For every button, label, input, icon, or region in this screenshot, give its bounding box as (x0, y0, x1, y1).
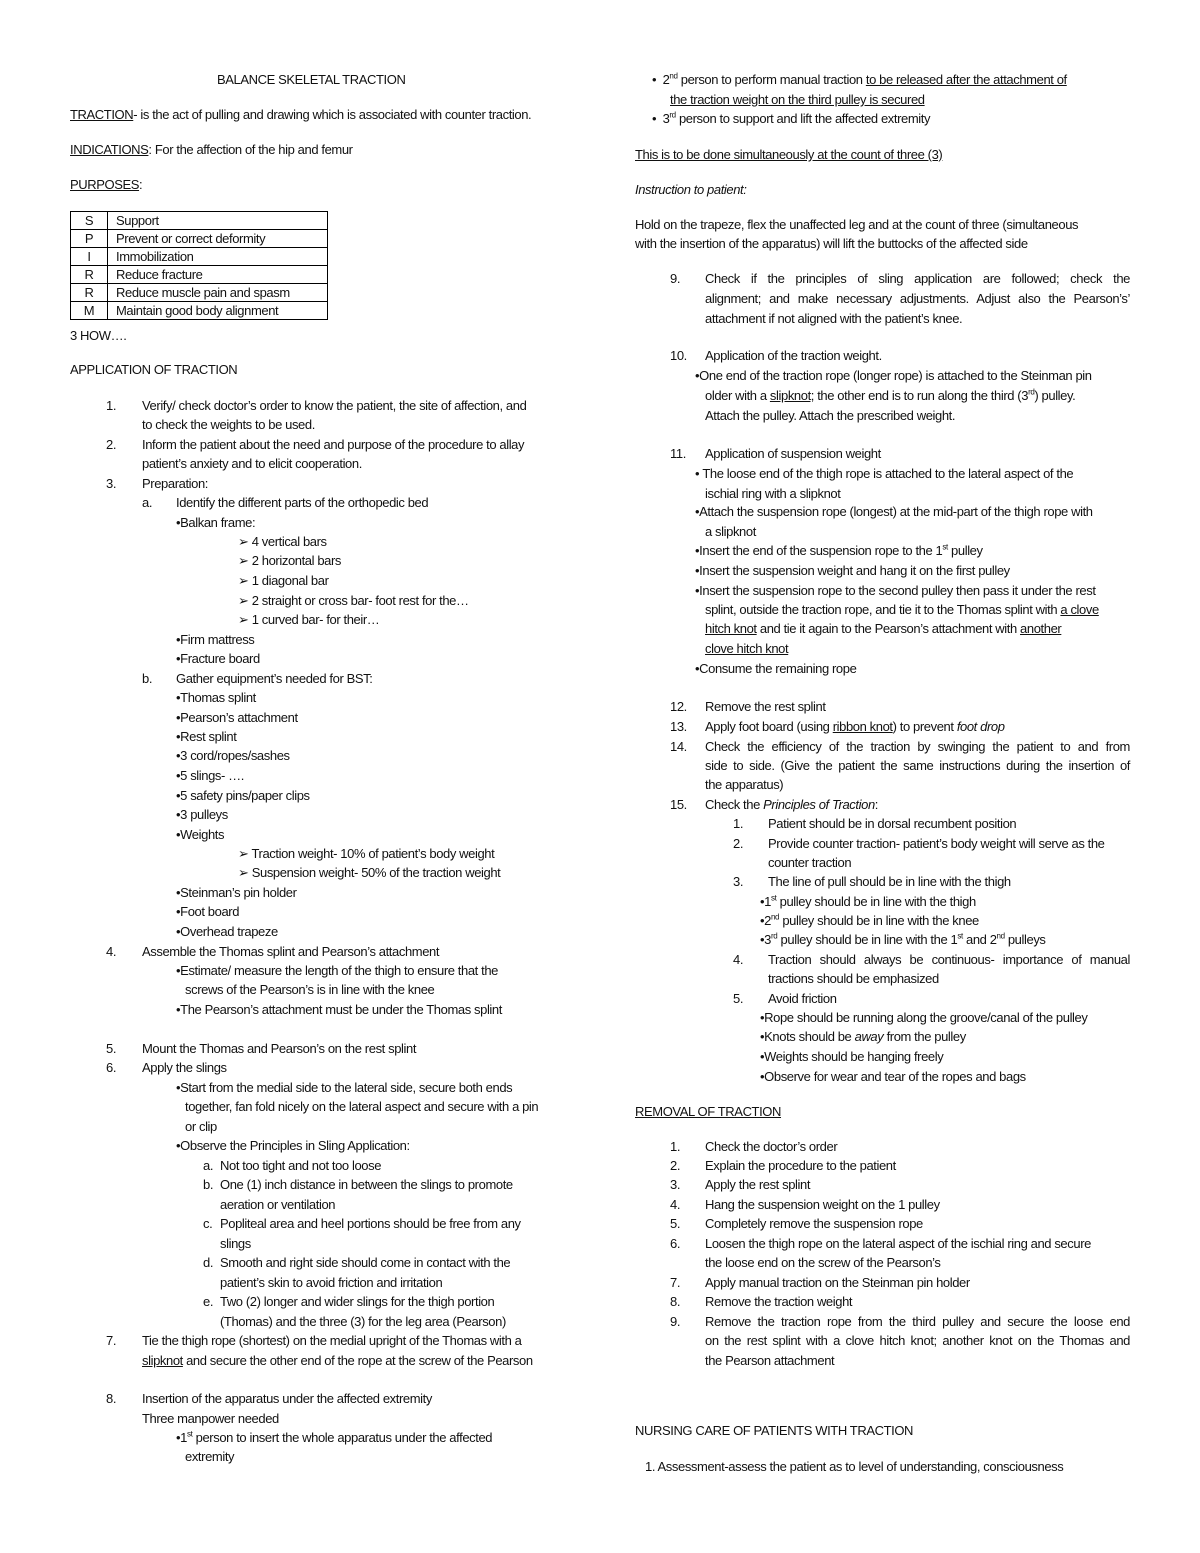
sub-letter: b. (142, 671, 153, 686)
step-text: Mount the Thomas and Pearson’s on the rest splint (142, 1041, 417, 1056)
list-item: •Knots should be away from the pulley (760, 1029, 966, 1044)
step-text: the traction weight on the third pulley is secured (670, 92, 925, 107)
step-number: 12. (670, 699, 687, 714)
step-number: 14. (670, 739, 687, 754)
list-item: • 3rd person to support and lift the affected extremity (652, 110, 931, 126)
step-text: slings (220, 1236, 251, 1251)
bullet-icon: • (760, 913, 765, 928)
step-text: Provide counter traction- patient’s body weight will serve as the (768, 836, 1105, 851)
nursing-item: 1. Assessment-assess the patient as to level of understanding, consciousness (645, 1459, 1064, 1474)
bullet-icon: • (652, 72, 663, 87)
step-number: 4. (106, 944, 117, 959)
bullet-icon: • (695, 368, 700, 383)
list-item: •2nd pulley should be in line with the knee (760, 912, 979, 928)
step-text: Assemble the Thomas splint and Pearson’s attachment (142, 944, 440, 959)
bullet-icon: • (760, 932, 765, 947)
application-heading: APPLICATION OF TRACTION (70, 362, 238, 377)
step-number: 3. (733, 874, 744, 889)
list-item: ➢ 1 diagonal bar (238, 573, 329, 588)
list-item: •Pearson’s attachment (176, 710, 298, 725)
step-text: Remove the traction rope from the third pulley and secure the loose end (705, 1314, 1130, 1329)
bullet-icon: • (176, 788, 181, 803)
bullet-icon: • (176, 807, 181, 822)
bullet-icon: • (176, 827, 181, 842)
how-note: 3 HOW…. (70, 328, 127, 343)
list-item: •1st pulley should be in line with the thigh (760, 893, 976, 909)
list-item: •1st person to insert the whole apparatus under the affected (176, 1429, 493, 1445)
bullet-icon: • (176, 651, 181, 666)
nursing-heading: NURSING CARE OF PATIENTS WITH TRACTION (635, 1423, 914, 1438)
arrow-bullet-icon: ➢ (238, 612, 252, 627)
sub-letter: d. (203, 1255, 214, 1270)
list-item: •3 pulleys (176, 807, 228, 822)
step-number: 8. (106, 1391, 117, 1406)
bullet-icon: • (760, 1049, 765, 1064)
step-text: a slipknot (705, 524, 756, 539)
step-number: 10. (670, 348, 687, 363)
list-item: ➢ 4 vertical bars (238, 534, 327, 549)
list-item: •Balkan frame: (176, 515, 256, 530)
bullet-icon: • (695, 543, 700, 558)
step-number: 2. (106, 437, 117, 452)
step-text: Remove the traction weight (705, 1294, 853, 1309)
step-number: 5. (733, 991, 744, 1006)
step-text: to check the weights to be used. (142, 417, 315, 432)
step-text: Patient should be in dorsal recumbent position (768, 816, 1017, 831)
step-number: 7. (106, 1333, 117, 1348)
step-text: Inform the patient about the need and purpose of the procedure to allay (142, 437, 525, 452)
bullet-icon: • (176, 1080, 181, 1095)
instruction-text: with the insertion of the apparatus) will lift the buttocks of the affected side (635, 236, 1028, 251)
bullet-icon: • (176, 515, 181, 530)
step-text: Explain the procedure to the patient (705, 1158, 896, 1173)
instruction-text: Hold on the trapeze, flex the unaffected leg and at the count of three (simultaneous (635, 217, 1079, 232)
bullet-icon: • (695, 661, 700, 676)
step-text: patient’s skin to avoid friction and irritation (220, 1275, 443, 1290)
step-number: 5. (670, 1216, 681, 1231)
list-item: •3 cord/ropes/sashes (176, 748, 290, 763)
bullet-icon: • (176, 1430, 181, 1445)
bullet-icon: • (695, 583, 700, 598)
step-number: 13. (670, 719, 687, 734)
step-text: Application of suspension weight (705, 446, 881, 461)
bullet-icon: • (176, 904, 181, 919)
bullet-icon: • (176, 729, 181, 744)
list-item: •Insert the suspension weight and hang it on the first pulley (695, 563, 1010, 578)
bullet-icon: • (695, 504, 700, 519)
table-row: R Reduce muscle pain and spasm (71, 284, 328, 302)
step-text: tractions should be emphasized (768, 971, 939, 986)
step-text: One (1) inch distance in between the slings to promote (220, 1177, 513, 1192)
sub-letter: b. (203, 1177, 214, 1192)
bullet-icon: • (760, 894, 765, 909)
arrow-bullet-icon: ➢ (238, 846, 252, 861)
purposes-heading: PURPOSES: (70, 177, 143, 192)
step-text: Loosen the thigh rope on the lateral aspect of the ischial ring and secure (705, 1236, 1091, 1251)
bullet-icon: • (695, 466, 703, 481)
list-item: •Start from the medial side to the lateral side, secure both ends (176, 1080, 513, 1095)
bullet-icon: • (176, 885, 181, 900)
step-text: Apply foot board (using ribbon knot) to prevent foot drop (705, 719, 1005, 734)
step-number: 9. (670, 1314, 681, 1329)
step-number: 6. (670, 1236, 681, 1251)
step-text: Insertion of the apparatus under the affected extremity (142, 1391, 432, 1406)
bullet-icon: • (176, 632, 181, 647)
step-number: 1. (733, 816, 744, 831)
step-text: counter traction (768, 855, 852, 870)
list-item: •Fracture board (176, 651, 260, 666)
indications: INDICATIONS: For the affection of the hip and femur (70, 142, 353, 157)
step-text: Avoid friction (768, 991, 837, 1006)
list-item: ➢ Traction weight- 10% of patient’s body weight (238, 846, 495, 861)
step-text: hitch knot and tie it again to the Pearson’s attachment with another (705, 621, 1062, 636)
step-text: Tie the thigh rope (shortest) on the medial upright of the Thomas with a (142, 1333, 522, 1348)
list-item: •Weights (176, 827, 225, 842)
step-text: Check if the principles of sling application are followed; check the (705, 271, 1130, 286)
arrow-bullet-icon: ➢ (238, 534, 252, 549)
list-item: •Observe the Principles in Sling Application: (176, 1138, 410, 1153)
bullet-icon: • (176, 768, 181, 783)
step-text: clove hitch knot (705, 641, 789, 656)
step-text: (Thomas) and the three (3) for the leg area (Pearson) (220, 1314, 506, 1329)
list-item: •5 slings- …. (176, 768, 244, 783)
step-text: the Pearson attachment (705, 1353, 835, 1368)
step-text: the loose end on the screw of the Pearson’s (705, 1255, 941, 1270)
list-item: •Observe for wear and tear of the ropes and bags (760, 1069, 1026, 1084)
step-text: ischial ring with a slipknot (705, 486, 841, 501)
instruction-heading: Instruction to patient: (635, 182, 747, 197)
step-text: Preparation: (142, 476, 209, 491)
step-text: together, fan fold nicely on the lateral aspect and secure with a pin (185, 1099, 539, 1114)
sub-letter: e. (203, 1294, 214, 1309)
list-item: •Insert the end of the suspension rope to the 1st pulley (695, 542, 983, 558)
simultaneous-note: This is to be done simultaneously at the count of three (3) (635, 147, 943, 162)
list-item: •Firm mattress (176, 632, 255, 647)
list-item: ➢ 1 curved bar- for their… (238, 612, 380, 627)
step-number: 4. (733, 952, 744, 967)
step-text: Popliteal area and heel portions should be free from any (220, 1216, 521, 1231)
table-row: I Immobilization (71, 248, 328, 266)
step-text: slipknot and secure the other end of the rope at the screw of the Pearson (142, 1353, 533, 1368)
bullet-icon: • (176, 710, 181, 725)
step-number: 2. (733, 836, 744, 851)
table-row: P Prevent or correct deformity (71, 230, 328, 248)
step-text: patient’s anxiety and to elicit cooperation. (142, 456, 362, 471)
step-number: 8. (670, 1294, 681, 1309)
list-item: •Overhead trapeze (176, 924, 278, 939)
arrow-bullet-icon: ➢ (238, 865, 252, 880)
list-item: ➢ Suspension weight- 50% of the traction weight (238, 865, 501, 880)
step-text: Application of the traction weight. (705, 348, 882, 363)
table-row: S Support (71, 212, 328, 230)
list-item: •5 safety pins/paper clips (176, 788, 310, 803)
step-text: extremity (185, 1449, 235, 1464)
step-text: Hang the suspension weight on the 1 pulley (705, 1197, 940, 1212)
bullet-icon: • (176, 1002, 181, 1017)
step-number: 4. (670, 1197, 681, 1212)
step-text: Two (2) longer and wider slings for the thigh portion (220, 1294, 495, 1309)
step-text: aeration or ventilation (220, 1197, 336, 1212)
list-item: •Estimate/ measure the length of the thigh to ensure that the (176, 963, 498, 978)
purposes-table (70, 211, 328, 320)
step-number: 6. (106, 1060, 117, 1075)
table-row: R Reduce fracture (71, 266, 328, 284)
sub-letter: c. (203, 1216, 213, 1231)
step-text: Check the doctor’s order (705, 1139, 838, 1154)
step-text: The line of pull should be in line with the thigh (768, 874, 1011, 889)
traction-definition: TRACTION- is the act of pulling and drawing which is associated with counter traction. (70, 107, 532, 122)
bullet-icon: • (760, 1010, 765, 1025)
step-text: Traction should always be continuous- importance of manual (768, 952, 1130, 967)
arrow-bullet-icon: ➢ (238, 553, 252, 568)
list-item: • The loose end of the thigh rope is attached to the lateral aspect of the (695, 466, 1074, 481)
step-text: Check the Principles of Traction: (705, 797, 878, 812)
step-text: on the rest splint with a clove hitch knot; another knot on the Thomas and (705, 1333, 1130, 1348)
step-text: splint, outside the traction rope, and tie it to the Thomas splint with a clove (705, 602, 1099, 617)
bullet-icon: • (695, 563, 700, 578)
list-item: •Thomas splint (176, 690, 256, 705)
step-number: 5. (106, 1041, 117, 1056)
step-number: 2. (670, 1158, 681, 1173)
bullet-icon: • (176, 963, 181, 978)
step-text: Apply manual traction on the Steinman pin holder (705, 1275, 970, 1290)
list-item: •The Pearson’s attachment must be under the Thomas splint (176, 1002, 502, 1017)
step-number: 11. (670, 446, 686, 461)
step-text: side to side. (Give the patient the same instructions during the insertion of (705, 758, 1130, 773)
bullet-icon: • (176, 748, 181, 763)
bullet-icon: • (176, 1138, 181, 1153)
arrow-bullet-icon: ➢ (238, 573, 252, 588)
step-text: screws of the Pearson’s is in line with the knee (185, 982, 435, 997)
list-item: ➢ 2 straight or cross bar- foot rest for the… (238, 593, 469, 608)
list-item: •Rope should be running along the groove/canal of the pulley (760, 1010, 1088, 1025)
bullet-icon: • (760, 1029, 765, 1044)
step-text: Completely remove the suspension rope (705, 1216, 923, 1231)
step-text: attachment if not aligned with the patient’s knee. (705, 311, 963, 326)
step-text: Identify the different parts of the orthopedic bed (176, 495, 429, 510)
list-item: •Attach the suspension rope (longest) at the mid-part of the thigh rope with (695, 504, 1093, 519)
list-item: ➢ 2 horizontal bars (238, 553, 342, 568)
step-text: alignment; and make necessary adjustments. Adjust also the Pearson’s’ (705, 291, 1130, 306)
step-number: 15. (670, 797, 687, 812)
list-item: •Weights should be hanging freely (760, 1049, 944, 1064)
step-text: Not too tight and not too loose (220, 1158, 382, 1173)
list-item: •Consume the remaining rope (695, 661, 857, 676)
step-number: 1. (670, 1139, 681, 1154)
table-row: M Maintain good body alignment (71, 302, 328, 320)
step-text: the apparatus) (705, 777, 784, 792)
bullet-icon: • (176, 924, 181, 939)
bullet-icon: • (760, 1069, 765, 1084)
step-text: Smooth and right side should come in contact with the (220, 1255, 511, 1270)
sub-letter: a. (142, 495, 153, 510)
step-number: 7. (670, 1275, 681, 1290)
list-item: •Foot board (176, 904, 240, 919)
bullet-icon: • (176, 690, 181, 705)
list-item: •Rest splint (176, 729, 237, 744)
step-number: 1. (106, 398, 117, 413)
step-text: or clip (185, 1119, 217, 1134)
step-number: 9. (670, 271, 681, 286)
step-number: 3. (106, 476, 117, 491)
list-item: •3rd pulley should be in line with the 1st and 2nd pulleys (760, 931, 1046, 947)
step-text: Remove the rest splint (705, 699, 826, 714)
list-item: •Insert the suspension rope to the second pulley then pass it under the rest (695, 583, 1096, 598)
step-text: Check the efficiency of the traction by swinging the patient to and from (705, 739, 1130, 754)
step-text: Apply the rest splint (705, 1177, 811, 1192)
step-number: 3. (670, 1177, 681, 1192)
list-item: •One end of the traction rope (longer rope) is attached to the Steinman pin (695, 368, 1092, 383)
list-item: •Steinman’s pin holder (176, 885, 297, 900)
sub-letter: a. (203, 1158, 214, 1173)
document-title: BALANCE SKELETAL TRACTION (217, 72, 406, 87)
removal-heading: REMOVAL OF TRACTION (635, 1104, 782, 1119)
step-text: Verify/ check doctor’s order to know the patient, the site of affection, and (142, 398, 527, 413)
step-text: Attach the pulley. Attach the prescribed weight. (705, 408, 956, 423)
list-item: • 2nd person to perform manual traction to be released after the attachment of (652, 71, 1067, 87)
step-text: Gather equipment’s needed for BST: (176, 671, 373, 686)
step-text: older with a slipknot; the other end is to run along the third (3rd) pulley. (705, 387, 1076, 403)
step-text: Three manpower needed (142, 1411, 279, 1426)
bullet-icon: • (652, 111, 663, 126)
step-text: Apply the slings (142, 1060, 227, 1075)
arrow-bullet-icon: ➢ (238, 593, 252, 608)
